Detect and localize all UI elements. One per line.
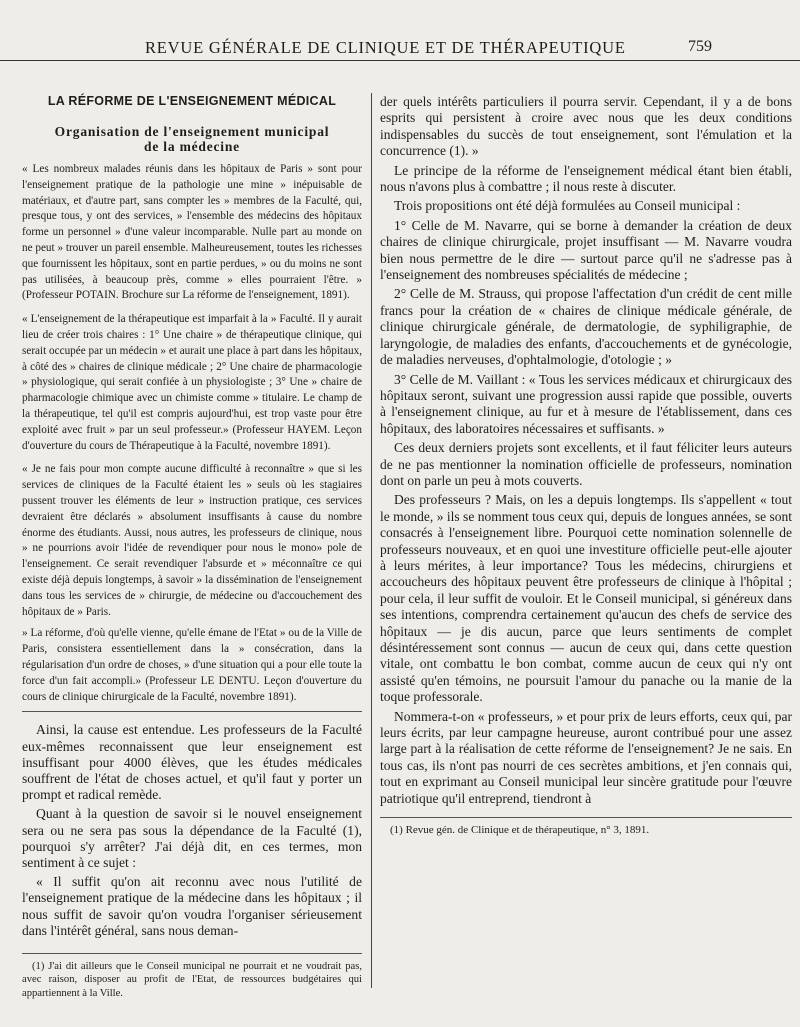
running-header	[0, 36, 800, 61]
footnote: (1) J'ai dit ailleurs que le Conseil municipal ne pourrait et ne voudrait pas, avec raison, disposer au profit de l'Etat, de ressources budgétaires qui appartiennent à la Ville.	[22, 960, 362, 999]
subtitle-line-2: de la médecine	[144, 139, 240, 154]
section-title: LA RÉFORME DE L'ENSEIGNEMENT MÉDICAL	[47, 94, 337, 108]
paragraph: Ces deux derniers projets sont excellents, et il faut féliciter leurs auteurs de ne pas mentionner la nomination officielle de professeurs, nomination dont on parle un peu à mots couverts.	[380, 440, 792, 488]
quote-le-dentu-part1: « Je ne fais pour mon compte aucune difficulté à reconnaître » que si les services de cliniques de la Faculté étaient les » seuls où les stagiaires pussent trouver les éléments de leur » instruction pratique, ces services devraient être déclarés » absolument insuffisants à cause du nombre énorme des étudiants. Aussi, nous autres, les professeurs de clinique, nous » ne pourrions avoir l'idée de revendiquer pour nous le mono» pole de l'enseignement. Ce serait revendiquer l'absurde et » méconnaître ce qui existe déjà depuis longtemps, à savoir » la dissémination de l'enseignement dans tous les services de » chirurgie, de médecine ou d'accouchement des hôpitaux de » Paris.	[22, 463, 362, 618]
right-body-text	[380, 94, 792, 807]
left-column	[22, 94, 362, 1000]
paragraph: Trois propositions ont été déjà formulées au Conseil municipal :	[394, 198, 741, 214]
article-subtitle	[22, 124, 362, 154]
column-divider	[371, 93, 372, 988]
page-number: 759	[688, 38, 712, 55]
quote-separator	[22, 711, 362, 712]
paragraph: Ainsi, la cause est entendue. Les professeurs de la Faculté eux-mêmes reconnaissent que leur enseignement est insuffisant pour 4000 élèves, que les études médicales souffrent de l'état de choses actuel, et qu'il faut y porter un prompt et radical remède.	[22, 722, 362, 803]
footnote-rule	[22, 953, 362, 954]
right-column	[380, 94, 792, 838]
epigraph-quotes	[22, 162, 362, 705]
quote-potain: « Les nombreux malades réunis dans les hôpitaux de Paris » sont pour l'enseignement pratique de la pathologie une mine » inépuisable de matériaux, et d'autre part, sans compter les » membres de la Faculté, qui, presque tous, y ont des services, » l'ensemble des médecins des hôpitaux forme un personnel » d'une valeur incomparable. Nulle part au monde on ne peut » trouver un pareil ensemble. Malheureusement, toutes les richesses que fournissent les hôpitaux, sont en partie perdues, » ou du moins ne sont pas utilisées, à beaucoup près, comme » elles pourraient l'être. » (Professeur POTAIN. Brochure sur La réforme de l'enseignement, 1891).	[22, 163, 362, 302]
paragraph: Le principe de la réforme de l'enseignement médical étant bien établi, nous n'avons plus à combattre ; il nous reste à discuter.	[380, 162, 792, 195]
paragraph: Des professeurs ? Mais, on les a depuis longtemps. Ils s'appellent « tout le monde, » ils se nomment tous ceux qui, depuis de longues années, se sont consacrés à l'enseignement libre. Pourquoi cette nomination solennelle de professeurs nouveaux, et en quoi une investiture officielle peut-elle ajouter à leurs mérites, à leur importance? Tous les médecins, chirurgiens et accoucheurs des hôpitaux peuvent être professeurs de clinique à l'hôpital ; pour cela, il leur suffit de vouloir. Et le Conseil municipal, si généreux dans ses intentions, comprendra certainement qu'aucun des chefs de service des hôpitaux — je dis aucun, parce que leurs sentiments de complet désintéressement sont connus — aucun de ceux qui, dans cette question vitale, ont combattu le bon combat, comme aucun de ceux qui n'y ont assisté qu'en témoins, ne poursuit l'amour du panache ou la manie de la toque professorale.	[380, 492, 792, 705]
paragraph: 3° Celle de M. Vaillant : « Tous les services médicaux et chirurgicaux des hôpitaux seront, suivant une progression aussi rapide que possible, ouverts à l'enseignement clinique, au fur et à mesure de l'établissement, dans ces hôpitaux, des laboratoires nécessaires et suffisants. »	[380, 371, 792, 436]
journal-title: REVUE GÉNÉRALE DE CLINIQUE ET DE THÉRAPEUTIQUE	[145, 38, 626, 57]
paragraph: « Il suffit qu'on ait reconnu avec nous l'utilité de l'enseignement pratique de la médecine dans les hôpitaux ; il nous suffit de savoir qu'on voudra l'organiser sérieusement dans l'intérêt général, sans nous deman-	[22, 874, 362, 938]
paragraph: Nommera-t-on « professeurs, » et pour prix de leurs efforts, ceux qui, par leurs écrits, par leur campagne heureuse, auront contribué pour une assez large part à la réalisation de cette réforme de l'enseignement? Je ne sais. En tous cas, ils n'ont pas nourri de ces secrètes ambitions, et j'en connais qui, tout en exprimant au Conseil municipal leur sincère gratitude pour l'œuvre patriotique qu'il entreprend, tiendront à	[380, 708, 792, 806]
left-body-text	[22, 722, 362, 939]
paragraph: 2° Celle de M. Strauss, qui propose l'affectation d'un crédit de cent mille francs pour la création de « chaires de clinique médicale générale, de clinique chirurgicale générale, de dermatologie, de syphiligraphie, de laryngologie, de maladies des enfants, d'accouchements et de gynécologie, de maladies nerveuses, d'ophtalmologie, d'otologie ; »	[380, 286, 792, 368]
quote-le-dentu-part2: » La réforme, d'où qu'elle vienne, qu'elle émane de l'Etat » ou de la Ville de Paris, consistera essentiellement dans la » consécration, dans la régularisation d'un ordre de choses, » d'une situation qui a pour elle toute la force d'un fait accompli.» (Professeur LE DENTU. Leçon d'ouverture du cours de clinique chirurgicale de la Faculté, novembre 1891).	[22, 627, 362, 703]
paragraph: 1° Celle de M. Navarre, qui se borne à demander la création de deux chaires de clinique chirurgicale, projet insuffisant — M. Navarre voudra bien nous permettre de le dire — surtout parce qu'il ne s'adresse pas à l'enseignement des nombreuses spécialités de médecine ;	[380, 217, 792, 283]
quote-hayem: « L'enseignement de la thérapeutique est imparfait à la » Faculté. Il y aurait lieu de créer trois chaires : 1° Une chaire » de thérapeutique clinique, qui serait occupée par un médecin » et aurait une place à part dans les hôpitaux, à côté des » chaires de clinique médicale ; 2° Une chaire de pharmacologie » physiologique, qui serait confiée à un physiologiste ; 3° Une » chaire de pharmacologie chimique avec un chimiste comme » titulaire. Le champ de la thérapeutique, tel qu'il est compris aujourd'hui, est trop vaste pour être exploité avec fruit » par un seul professeur.» (Professeur HAYEM. Leçon d'ouverture du cours de Thérapeutique à la Faculté, novembre 1891).	[22, 313, 362, 452]
footnote: (1) Revue gén. de Clinique et de thérapeutique, n° 3, 1891.	[390, 824, 650, 837]
subtitle-line-1: Organisation de l'enseignement municipal	[54, 124, 330, 139]
paragraph: der quels intérêts particuliers il pourra servir. Cependant, il y a de bons esprits qui persistent à croire avec nous que les deux conditions indispensables du succès de tout enseignement, sont l'émulation et la concurrence (1). »	[380, 94, 792, 159]
footnote-rule	[380, 817, 792, 818]
paragraph: Quant à la question de savoir si le nouvel enseignement sera ou ne sera pas sous la dépendance de la Faculté (1), pourquoi s'y arrêter? J'ai déjà dit, en ces termes, mon sentiment à ce sujet :	[22, 806, 362, 870]
